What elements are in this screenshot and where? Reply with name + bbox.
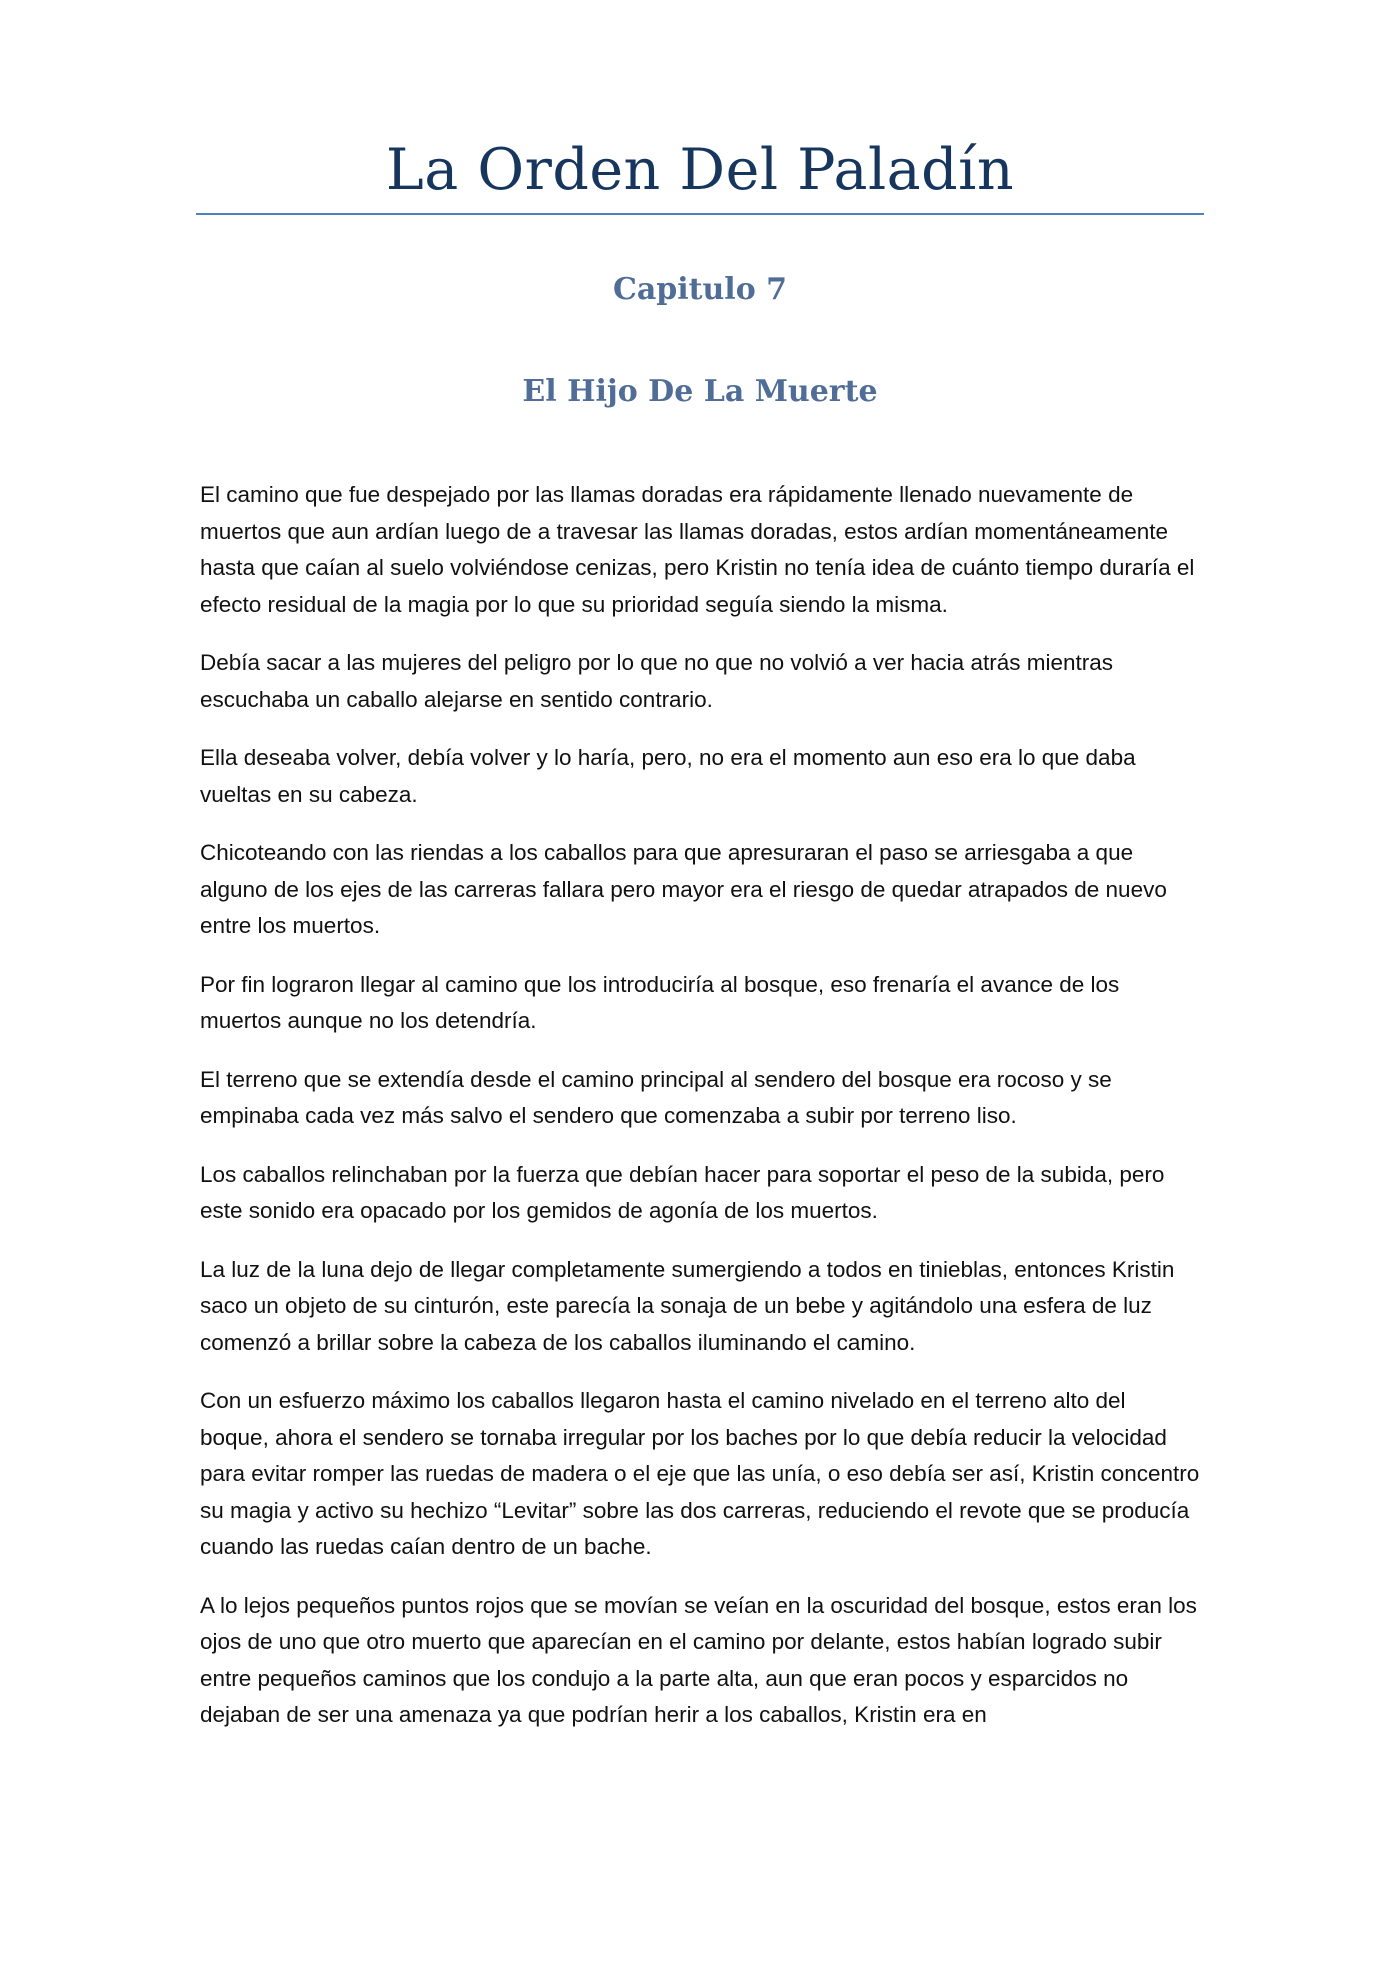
- paragraph: Ella deseaba volver, debía volver y lo haría, pero, no era el momento aun eso era lo que daba vueltas en su cabeza.: [200, 745, 1136, 807]
- paragraph: Debía sacar a las mujeres del peligro por lo que no que no volvió a ver hacia atrás mientras escuchaba un caballo alejarse en sentido contrario.: [200, 650, 1113, 712]
- title-underline: [196, 213, 1204, 215]
- paragraph: A lo lejos pequeños puntos rojos que se movían se veían en la oscuridad del bosque, estos eran los ojos de uno que otro muerto que aparecían en el camino por delante, estos habían logrado subir entre pequeños caminos que los condujo a la parte alta, aun que eran pocos y esparcidos no dejaban de ser una amenaza ya que podrían herir a los caballos, Kristin era en: [200, 1592, 1197, 1727]
- chapter-number-heading: Capitulo 7: [612, 272, 788, 307]
- paragraph: Por fin lograron llegar al camino que los introduciría al bosque, eso frenaría el avance de los muertos aunque no los detendría.: [200, 971, 1120, 1033]
- chapter-title-heading: El Hijo De La Muerte: [522, 374, 878, 409]
- paragraph: Los caballos relinchaban por la fuerza que debían hacer para soportar el peso de la subida, pero este sonido era opacado por los gemidos de agonía de los muertos.: [200, 1161, 1165, 1223]
- paragraph: El camino que fue despejado por las llamas doradas era rápidamente llenado nuevamente de muertos que aun ardían luego de a travesar las llamas doradas, estos ardían momentáneamente hasta que caían al suelo volviéndose cenizas, pero Kristin no tenía idea de cuánto tiempo duraría el efecto residual de la magia por lo que su prioridad seguía siendo la misma.: [200, 482, 1195, 617]
- document-title: La Orden Del Paladín: [385, 137, 1015, 203]
- paragraph: Con un esfuerzo máximo los caballos llegaron hasta el camino nivelado en el terreno alto del boque, ahora el sendero se tornaba irregular por los baches por lo que debía reducir la velocidad para evitar romper las ruedas de madera o el eje que las unía, o eso debía ser así, Kristin concentro su magia y activo su hechizo “Levitar” sobre las dos carreras, reduciendo el revote que se producía cuando las ruedas caían dentro de un bache.: [200, 1388, 1200, 1559]
- chapter-body: [200, 477, 1200, 1756]
- paragraph: El terreno que se extendía desde el camino principal al sendero del bosque era rocoso y se empinaba cada vez más salvo el sendero que comenzaba a subir por terreno liso.: [200, 1066, 1112, 1128]
- paragraph: Chicoteando con las riendas a los caballos para que apresuraran el paso se arriesgaba a que alguno de los ejes de las carreras fallara pero mayor era el riesgo de quedar atrapados de nuevo entre los muertos.: [200, 840, 1167, 938]
- paragraph: La luz de la luna dejo de llegar completamente sumergiendo a todos en tinieblas, entonces Kristin saco un objeto de su cinturón, este parecía la sonaja de un bebe y agitándolo una esfera de luz comenzó a brillar sobre la cabeza de los caballos iluminando el camino.: [200, 1256, 1175, 1355]
